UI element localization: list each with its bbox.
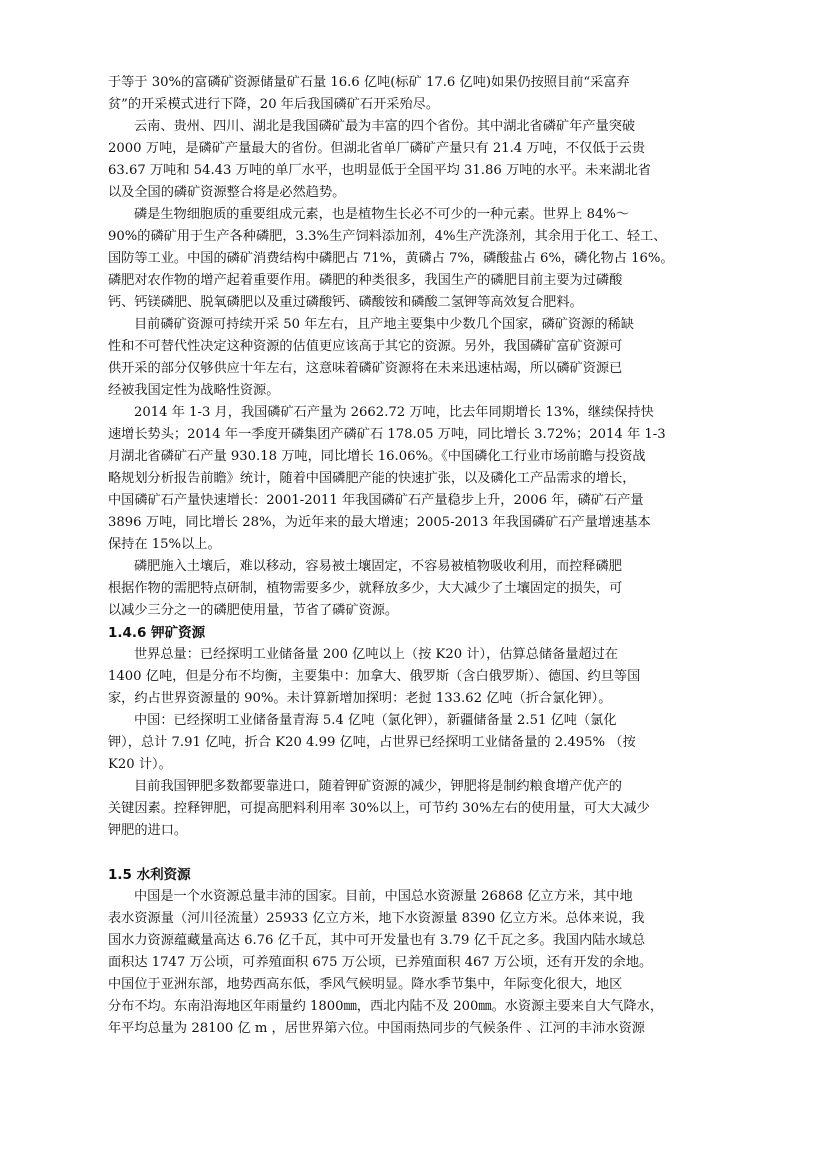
document-body [108,72,712,1040]
text-line: 钾），总计 7.91 亿吨，折合 K20 4.99 亿吨，占世界已经探明工业储备量的 2.495% （按 [108,735,636,750]
text-line: 中国位于亚洲东部，地势西高东低，季风气候明显。降水季节集中，年际变化很大，地区 [108,977,623,992]
text-line: 以减少三分之一的磷肥使用量，节省了磷矿资源。 [108,603,399,618]
text-line: 供开采的部分仅够供应十年左右，这意味着磷矿资源将在未来迅速枯竭，所以磷矿资源已 [108,361,623,376]
text-line: 以及全国的磷矿资源整合将是必然趋势。 [108,185,346,200]
text-line: 90%的磷矿用于生产各种磷肥，3.3%生产饲料添加剂，4%生产洗涤剂，其余用于化工、轻工、 [108,229,667,244]
text-line: 目前我国钾肥多数都要靠进口，随着钾矿资源的减少，钾肥将是制约粮食增产优产的 [134,779,622,794]
text-line: 年平均总量为 28100 亿 m ，居世界第六位。中国雨热同步的气候条件 、江河的丰沛水资源 [108,1021,645,1036]
text-line: 经被我国定性为战略性资源。 [108,383,280,398]
text-line: 钾肥的进口。 [108,823,188,838]
text-line: 国防等工业。中国的磷矿消费结构中磷肥占 71%，黄磷占 7%，磷酸盐占 6%，磷化物占 16%。 [108,251,674,266]
text-line: 分布不均。东南沿海地区年雨量约 1800㎜，西北内陆不及 200㎜。水资源主要来自大气降水， [108,999,664,1014]
section-heading-water: 1.5 水利资源 [108,867,191,883]
paragraph-potash-imports [108,776,712,842]
text-line: 面积达 1747 万公顷，可养殖面积 675 万公顷，已养殖面积 467 万公顷，还有开发的余地。 [108,955,653,970]
text-line: 63.67 万吨和 54.43 万吨的单厂水平，也明显低于全国平均 31.86 万吨的水平。未来湖北省 [108,163,652,178]
text-line: K20 计）。 [108,757,172,772]
paragraph-controlled-release [108,556,712,622]
text-line: 根据作物的需肥特点研制，植物需要多少，就释放多少，大大减少了土壤固定的损失，可 [108,581,623,596]
text-line: 于等于 30%的富磷矿资源储量矿石量 16.6 亿吨(标矿 17.6 亿吨)如果仍按照目前“采富弃 [108,75,630,90]
text-line: 磷是生物细胞质的重要组成元素，也是植物生长必不可少的一种元素。世界上 84%～ [134,207,630,222]
paragraph-provinces [108,116,712,204]
text-line: 家，约占世界资源量的 90%。未计算新增加探明：老挝 133.62 亿吨（折合氯化钾）。 [108,691,612,706]
text-line: 目前磷矿资源可持续开采 50 年左右，且产地主要集中少数几个国家，磷矿资源的稀缺 [134,317,634,332]
text-line: 磷肥施入土壤后，难以移动，容易被土壤固定，不容易被植物吸收利用，而控释磷肥 [134,559,622,574]
text-line: 关键因素。控释钾肥，可提高肥料利用率 30%以上，可节约 30%左右的使用量，可大大减少 [108,801,650,816]
text-line: 2000 万吨，是磷矿产量最大的省份。但湖北省单厂磷矿产量只有 21.4 万吨，不仅低于云贵 [108,141,646,156]
text-line: 1400 亿吨，但是分布不均衡，主要集中：加拿大、俄罗斯（含白俄罗斯）、德国、约旦等国 [108,669,641,684]
text-line: 中国：已经探明工业储备量青海 5.4 亿吨（氯化钾），新疆储备量 2.51 亿吨（氯化 [134,713,617,728]
text-line: 3896 万吨，同比增长 28%，为近年来的最大增速；2005-2013 年我国磷矿石产量增速基本 [108,515,651,530]
text-line: 磷肥对农作物的增产起着重要作用。磷肥的种类很多，我国生产的磷肥目前主要为过磷酸 [108,273,623,288]
text-line: 月湖北省磷矿石产量 930.18 万吨，同比增长 16.06%。《中国磷化工行业市场前瞻与投资战 [108,449,646,464]
text-line: 速增长势头；2014 年一季度开磷集团产磷矿石 178.05 万吨，同比增长 3.72%；2014 年 1-3 [108,427,666,442]
text-line: 云南、贵州、四川、湖北是我国磷矿最为丰富的四个省份。其中湖北省磷矿年产量突破 [134,119,636,134]
text-line: 国水力资源蕴藏量高达 6.76 亿千瓦，其中可开发量也有 3.79 亿千瓦之多。我国内陆水域总 [108,933,646,948]
text-line: 略规划分析报告前瞻》统计，随着中国磷肥产能的快速扩张，以及磷化工产品需求的增长， [108,471,636,486]
text-line: 表水资源量（河川径流量）25933 亿立方米，地下水资源量 8390 亿立方米。总体来说，我 [108,911,645,926]
text-line: 中国磷矿石产量快速增长：2001-2011 年我国磷矿石产量稳步上升，2006 年，磷矿石产量 [108,493,644,508]
paragraph-production-2014 [108,402,712,556]
text-line: 性和不可替代性决定这种资源的估值更应该高于其它的资源。另外，我国磷矿富矿资源可 [108,339,623,354]
text-line: 2014 年 1-3 月，我国磷矿石产量为 2662.72 万吨，比去年同期增长 13%，继续保持快 [134,405,654,420]
spacer [108,842,712,864]
paragraph-phosphorus-uses [108,204,712,314]
paragraph-water-resources [108,886,712,1040]
text-line: 中国是一个水资源总量丰沛的国家。目前，中国总水资源量 26868 亿立方米，其中地 [134,889,633,904]
paragraph-world-potash [108,644,712,710]
paragraph-rich-phosphate [108,72,712,116]
paragraph-china-potash [108,710,712,776]
section-heading-potash: 1.4.6 钾矿资源 [108,625,206,641]
paragraph-scarcity [108,314,712,402]
text-line: 保持在 15%以上。 [108,537,221,552]
text-line: 钙、钙镁磷肥、脱氧磷肥以及重过磷酸钙、磷酸铵和磷酸二氢钾等高效复合肥料。 [108,295,583,310]
text-line: 世界总量：已经探明工业储备量 200 亿吨以上（按 K20 计），估算总储备量超过在 [134,647,618,662]
text-line: 贫”的开采模式进行下降，20 年后我国磷矿石开采殆尽。 [108,97,440,112]
